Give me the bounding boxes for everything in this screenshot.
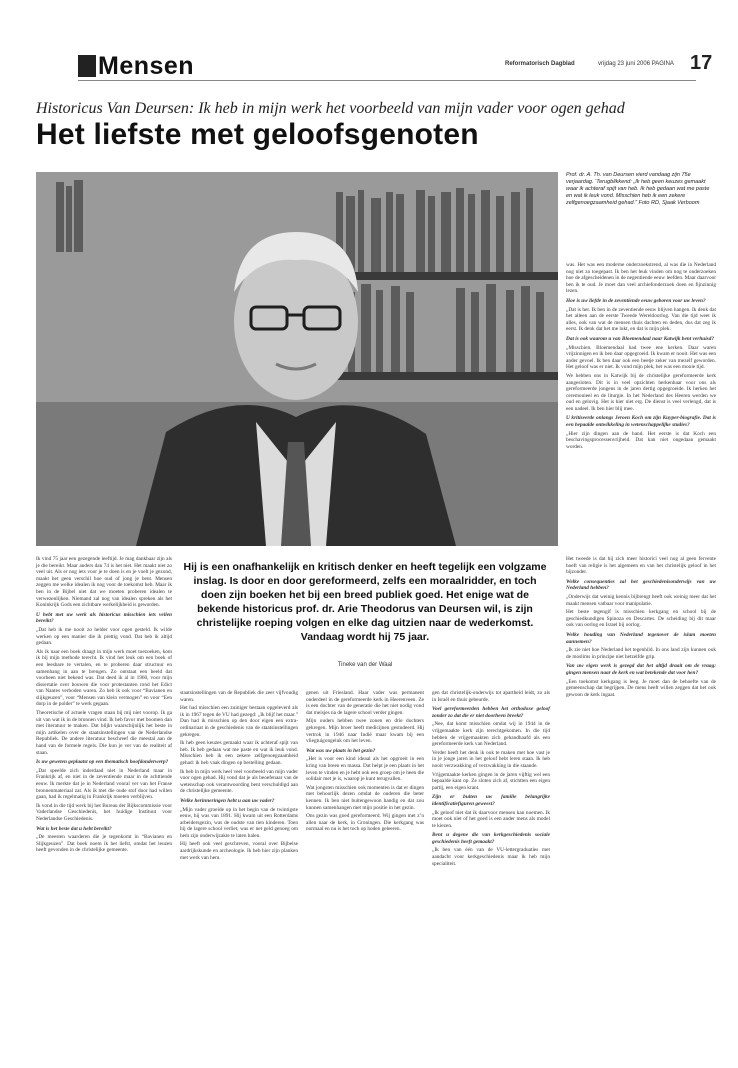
paragraph: Hij heeft ook veel geschreven, vooral over Bijbelse aardrijkskunde en archeologie. Ik heb hier zijn planken met werk van hem. — [180, 841, 298, 861]
paragraph: Verder heeft het denk ik ook te maken met hoe vast je in je jonge jaren in het geloof hebt leren staan. Ik heb nooit verzwakking of verzwakking in die staande. — [432, 749, 550, 769]
interview-question: Dat is ook waarom u van Bloemendaal naar Katwijk bent verhuisd? — [566, 335, 715, 342]
interview-question: Bent u degene die van kerkgeschiedenis sociale geschiedenis heeft gemaakt? — [432, 832, 550, 845]
paragraph: staatsinstellingen van de Republiek die zeer vijfvoudig waren. — [180, 690, 298, 703]
paragraph: Mijn ouders hebben twee zonen en drie dochters gekregen. Mijn broer heeft medicijnen gestudeerd. Hij vertrok in 1946 naar Indië maar kwam bij een vliegtuigongeluk om het leven. — [306, 718, 424, 745]
paragraph: „Hier zijn dingen aan de hand. Het eerste is dat Koch een beschavingsprocessenvrijheid. Dat kan niet ongedaan gemaakt worden. — [566, 430, 716, 450]
paragraph: „Het is voor een kind ideaal als het opgroeit in een kring van breen en massa. Dat helpt je een plaats in het leven te vinden en je hebt ook een groep om je heen die solidair met je is, waarop je kunt terugvallen. — [306, 756, 424, 783]
interview-question: Welke herinneringen hebt u aan uw vader? — [180, 797, 275, 804]
paragraph: gen dat christelijk-onderwijs tot apartheid leidt, zo als in Israël en thuis gebeurde. — [432, 690, 550, 703]
interview-question: Voel gereformeerden hebben het orthodoxe geloof zonder zo dat die er niet doorheen breekt? — [432, 706, 550, 719]
paragraph: Ik vond in die tijd werk bij het Bureau der Rijkscommissie voor Vaderlandse Geschiedenis, het huidige Instituut voor Nederlandse Geschiedenis. — [36, 802, 172, 822]
paragraph: We hebben ons in Katwijk bij de christelijke gereformeerde kerk aangesloten. Dit is in veel opzichten herkenbaar voor ons als gereformeerde jongens in de jaren dertig opgegroeide. Ik herken het ceremonieel en de liturgie. In het Nederland des Heeren werden we oud en gelovig. Het is hier niet erg. De dienst is veel verlengd, dat is een nadeel. Ik ben hier blij mee. — [566, 372, 716, 412]
interview-question: U hebt met uw werk als historicus misschien iets veilen bereikt? — [36, 611, 172, 625]
header-rule — [78, 80, 696, 81]
paragraph: „Onderwijs dat weinig kennis bijbrengt heeft ook weinig meer dat het maakt mensen vatbaar voor manipulatie. — [566, 593, 716, 607]
section-title: Mensen — [98, 52, 195, 80]
paragraph: was. Het was een moderne onderzoekstrend, al was die in Nederland nog niet zo toegepast. Ik ben het leuk vinden om nog te onderzoeken hoe de afgescheidenen in de negentiende eeuw leefden. Maar daarvoor ben ik te oud. Je moet dan veel archiefonderzoek doen en fijnzinnig lezen. — [566, 262, 717, 295]
paragraph: „Dat speelde zich inderdaad niet in Nederland maar in Frankrijk af, en niet in de zeventiende maar in de achttiende eeuw. Ik merkte dat je in Nederland vooral ver van het Franse bronnenmateriaal zat. Als ik met die oude stof door had willen gaan, had ik regelmatig in Frankrijk moeten verblijven. — [36, 767, 172, 801]
paragraph: „Ik zie niet hoe Nederland het tegenhild. In ons land zijn kunnen ook de moslims in principe niet hetzelfde grip. — [566, 647, 716, 660]
paragraph: Ons gezin was goed gereformeerd. Wij gingen met z’n allen naar de kerk, in Groningen. Die kerkgang was normaal en nu is het toch op hoden geleeren. — [306, 813, 424, 833]
article-intro: Hij is een onafhankelijk en kritisch denker en heeft tegelijk een volgzame inslag. Is door en door gereformeerd, zelfs een moraalridder, en toch doen zijn boeken het bij een breed publiek goed. Het enige wat de bekende historicus prof. dr. Arie Theodorus van Deursen wil, is zijn christelijke roeping volgen en elke dag uitzien naar de wederkomst. Vandaag wordt hij 75 jaar. — [183, 561, 547, 643]
interview-question: U kritiseerde onlangs Jeroen Koch om zijn Kuyper-biografie. Dat is een bepaalde ontwikkeling in wetenschappelijke studies? — [566, 415, 716, 429]
interview-question: Wat was uw plaats in het gezin? — [306, 747, 376, 754]
paragraph: „Mijn vader groeide op in het begin van de twintigste eeuw, hij was van 1891. Hij kwam uit een Rotterdams arbeidersgezin, was de oudste van tien kinderen. Toen hij de lagere school verliet, was er net geld genoeg om hem zijn onderwijzakte te laten halen. — [180, 806, 298, 839]
paragraph: Ik heb geen keuzes gemaakt waar ik achteraf spijt van heb. Ik heb gedaan wat me paste en wat ik leuk vond. Misschien heb ik een zekere zelfgenoegzaamheid gehad: ik heb vaak dingen op bestelling gedaan. — [180, 740, 298, 766]
paragraph: Theoretische of actuele vragen staan bij mij niet voorop. Ik ga uit van wat ik in de bronnen vind. Ik heb favor met boomen dan met literatuur te maken. Dat blijkt waarschijnlijk het beste in mijn artikelen over de staatsinstellingen van de Nederlandse Republiek. De andere literatuur beschreef die meestal aan de hand van de formele regels. Die kun je ver van de realiteit af staan. — [36, 710, 172, 756]
article-headline: Het liefste met geloofsgenoten — [36, 118, 479, 151]
newspaper-name: Reformatorisch Dagblad — [505, 61, 575, 67]
article-column-1 — [36, 556, 172, 856]
paragraph: Het had misschien een zuiniger bestaan opgeleverd als ik in 1967 tegen de VU had gezegd: „Ik blijf het maar.” Dan had ik misschien op den door eigen een extra-ordinariaat in de geschiedenis van de staatsinstellingen gekregen. — [180, 705, 298, 738]
paragraph: „Ik ben van één van de VU-lettergraduaties met aandacht voor kerkgeschiedenis maar ik heb mijn specialiteit. — [432, 847, 550, 867]
interview-question: Zijn er buiten uw familie belangrijke identificatiefiguren geweest? — [432, 794, 550, 807]
paragraph: „Dat heb ik me nooit zo helder voor ogen gesteld. Ik wilde werken op een manier die ik prettig vond. Dat heb ik altijd gedaan. — [36, 626, 172, 647]
paragraph: Wat jongsten misschien ook momenten is dat er dingen met behoorlijk dezen omdat de ouderen die beter kennen. Ik ben niet buitengewoon handig en dat zou kunnen samenhangen met mijn positie in het gezin. — [306, 784, 424, 811]
interview-question: Hoe is uw liefde in de zeventiende eeuw geboren voor uw leven? — [566, 297, 706, 304]
interview-question: Wat is het beste dat u hebt bereikt? — [36, 825, 112, 832]
paragraph: „De meesten waarderen die je tegenkomt in “Bavianen en Slijkgeuzen”. Dat boek noem ik het liefst, omdat het leuzen heeft gevonden in de christelijke gemeente. — [36, 834, 172, 854]
paragraph: „Dat is het. Ik ben in de zeventiende eeuw blijven hangen. Ik denk dat het alleen aan de eerste Tweede Wereldoorlog. Van die tijd weet ik alles, ook van wat de mensen thuis dachten en deden, dus dat zeg ik eerst. Ik denk dat het me lukt, en dat is mijn plek. — [566, 306, 716, 333]
paragraph: genen uit Friesland. Haar vader was permanent onderdeel in de gereformeerde kerk in Heerenveen. Ze is een dochter van de generatie die het niet nodig vond dat meisjes na de lagere school verder gingen. — [306, 690, 424, 716]
paragraph: „Een toekomst kerkgang is leeg. Je moet dan de behoefte van de gemeenschap dat begrijpen. De mens heeft willen zeggen dat het ook gewoon de kerk ingaat. — [566, 678, 716, 698]
article-column-right-top — [566, 262, 716, 452]
article-column-2 — [180, 690, 298, 863]
paragraph: Als ik naar een boek draagt in mijn werk moet toezoeken, kom ik bij mijn methode terecht. Ik vind het leuk om een boek of een leesbare te vertalen, en te proberen daar structuur en samenhang in aan te brengen. Zo ontstaat een beeld dat voorheen niet bekend was. Dat deed ik al in 1960, voor mijn dissertatie over bouwen die voor protestanten rond het Edict van Nantes verboden waren. Zo heb ik ook voor “Bavianen en slijkgeuzen”, voor “Mensen van klein vermogen” en voor “Een dorp in de polder” te werk gegaan. — [36, 648, 172, 708]
interview-question: Van uw eigen werk is gezegd dat het altijd draait om de vraag: gingen mensen naar de kerk en wat betekende dat voor hen? — [566, 663, 716, 676]
article-kicker: Historicus Van Deursen: Ik heb in mijn werk het voorbeeld van mijn vader voor ogen gehad — [36, 100, 625, 117]
paragraph: Ik heb in mijn werk heel veel voorbeeld van mijn vader voor ogen gehad. Hij vond dat je als beoefenaar van de wetenschap ook verantwoording bent verschuldigd aan de christelijke gemeente. — [180, 768, 298, 795]
interview-question: Welke houding van Nederland tegenover de islam moeten aannemen? — [566, 631, 716, 645]
article-byline: Tineke van der Waal — [337, 662, 393, 668]
paragraph: Ik vind 75 jaar een gezegende leeftijd. Je mag dankbaar zijn als je die bereikt. Maar anders dan 74 is het niet. Het maakt niet zo veel uit. Als er nog iets voor je te doen is en je voelt je gezond, maakt het geen verschil hoe oud of jong je bent. Mensen zeggen me welke idealen ik nog voor de toekomst heb. Maar ik ben in de Bijbel niet dat we moeten proberen idealen te verwezenlijken. Niemand zal nog van idealen spreken als het Koninkrijk Gods een zichtbare werkelijkheid is geworden. — [36, 556, 172, 609]
paragraph: „Ik geloof niet dat ik daarvoor mensen kan noemen. Ik moet ook niet of het goed is een ander mens als model te kiezen. — [432, 809, 550, 829]
page-number: 17 — [690, 52, 713, 74]
paragraph: Vrijgemaakte kerken gingen in de jaren vijftig wel een bepaalde kant op. Ze sloten zich af, stichtten een eigen partij, een eigen krant. — [432, 771, 550, 791]
article-column-4 — [432, 690, 550, 869]
paragraph: „Misschien. Bloemendaal had twee ene kerken. Daar waren vrijzinnigen en ik ben daar opgegroeid. Ik kwam er nooit. Het was een ander gevoel. Ik ben daar ook een beetje zeker van mezelf geworden. Het geloof was er niet. Ik vond mijn plek, het was een mooie tijd. — [566, 344, 716, 371]
interview-question: Welke consequenties zal het geschiedenisonderwijs van uw Nederland hebben? — [566, 578, 716, 592]
section-marker — [78, 55, 96, 77]
portrait-photo — [36, 172, 558, 546]
portrait-photo-illustration — [36, 172, 558, 546]
paragraph: Het beste tegengif is misschien kerkgang en school bij de geschiedkundigen Spinoza en Descartes. De scheiding bij dit maar ook van oorlog en Israel bij oorlog. — [566, 609, 716, 629]
photo-caption: Prof. dr. A. Th. van Deursen vierd vandaag zijn 75e verjaardag. ‘Terugblikkend: „Ik heb geen keuzes gemaakt waar ik achteraf spijt van heb. Ik heb gedaan wat me paste en wat ik leuk vond. Misschien heb ik een zekere zelfgenoegzaamheid gehad.” Foto RD, Sjaak Verboom — [566, 172, 710, 206]
paragraph: „Nee, dat komt misschien omdat wij in 1944 in de vrijgemaakte kerk zijn terechtgekomen. In die tijd hebben de vrijgemaakten zich gehandhaafd als een gereformeerde kerk van Nederland. — [432, 721, 550, 748]
article-column-3 — [306, 690, 424, 835]
issue-date: vrijdag 23 juni 2006 PAGINA — [598, 61, 674, 67]
article-column-5 — [566, 556, 716, 700]
paragraph: Het tweede is dat hij zich meer historici veel nog al geen fervente hoeft van religie is het algemeen en van het christelijk geloof in het bijzonder. — [566, 556, 716, 576]
interview-question: Is uw geweten geplaatst op een thematisch hoofdonderwerp? — [36, 759, 169, 766]
